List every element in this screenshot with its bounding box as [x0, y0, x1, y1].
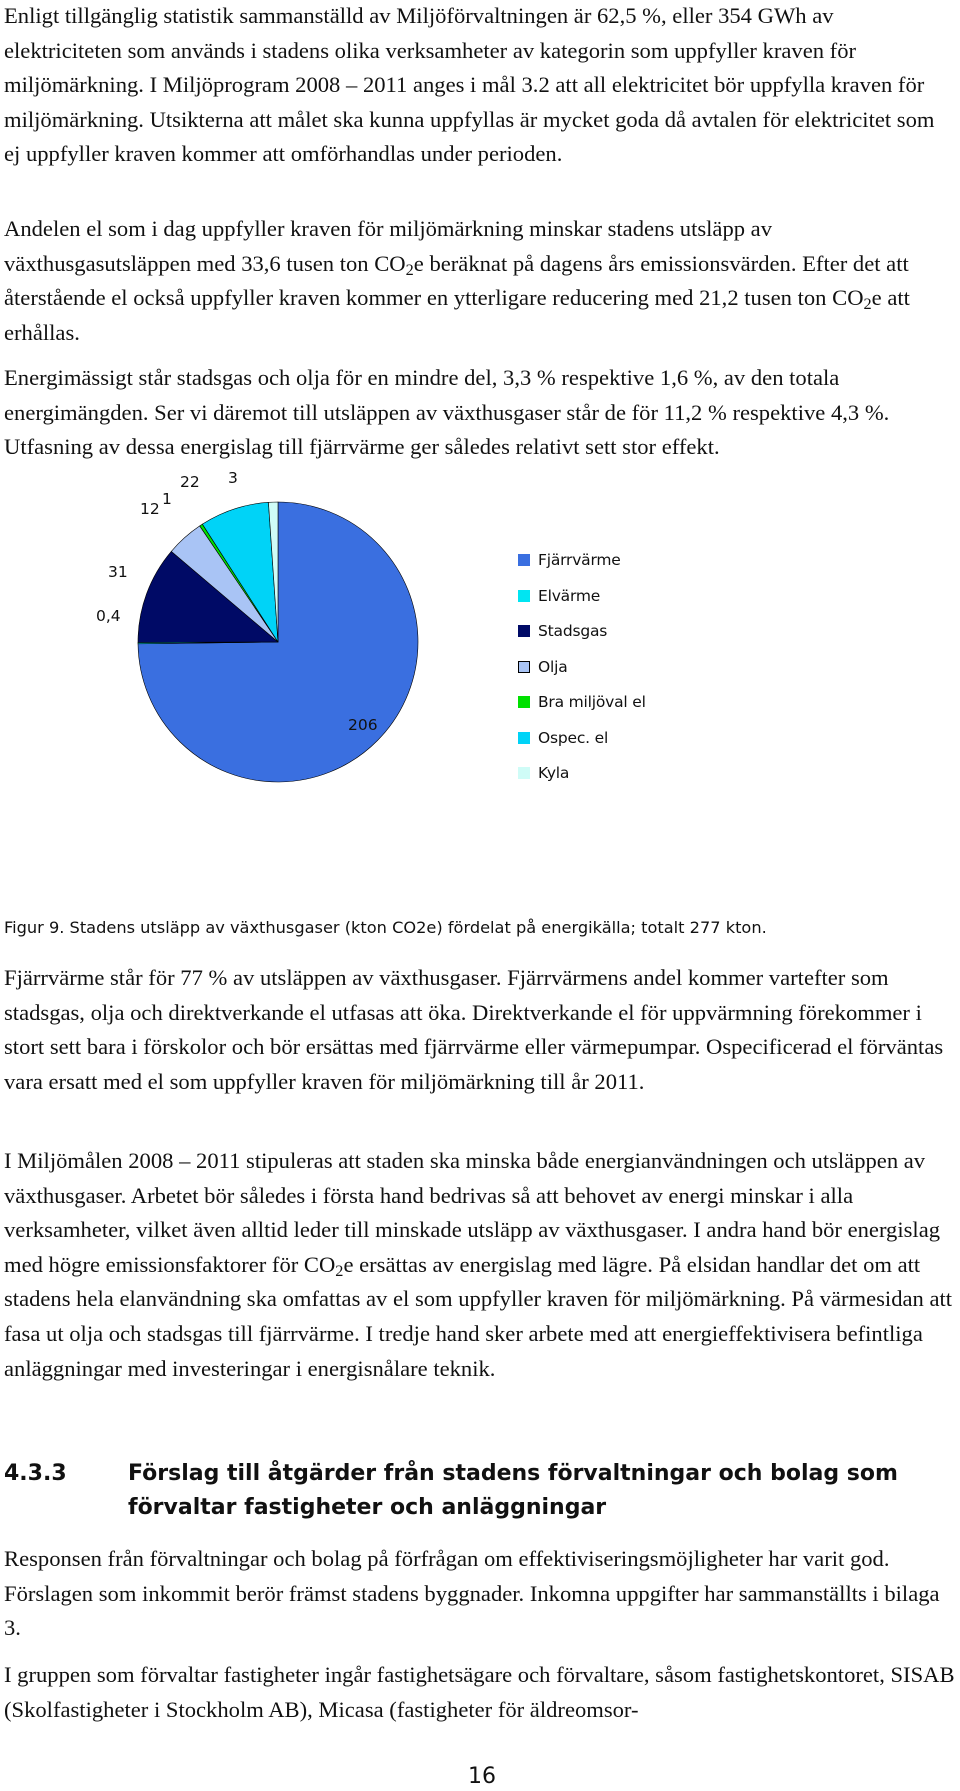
paragraph-response: Responsen från förvaltningar och bolag på förfrågan om effektiviseringsmöjligheter har varit god. Förslagen som inkommit berör främst stadens byggnader. Inkomna uppgifter har sammanställts i bilaga 3.	[4, 1546, 940, 1641]
text-run: I Miljömålen 2008 – 2011 stipuleras att staden ska minska både energianvändningen och utsläppen av växthusgaser. Arbetet bör således i första hand bedrivas så att behovet av energi minskar i alla verksamheter, vilket även alltid leder till minskade utsläpp av växthusgaser. I andra hand bör energislag med högre emissionsfaktorer för CO	[4, 1148, 941, 1277]
data-label: 206	[348, 716, 378, 734]
legend-label: Kyla	[538, 764, 570, 782]
paragraph-emission-reduction	[4, 212, 956, 350]
data-label: 0,4	[96, 607, 121, 625]
legend-swatch	[518, 590, 530, 602]
legend-swatch	[518, 661, 530, 673]
paragraph-environmental-goals	[4, 1144, 956, 1386]
legend-label: Olja	[538, 657, 568, 676]
subscript-2: 2	[405, 260, 414, 279]
section-number: 4.3.3	[4, 1461, 67, 1486]
legend-label: Elvärme	[538, 586, 601, 605]
paragraph-electricity-statistics: Enligt tillgänglig statistik sammanställd av Miljöförvaltningen är 62,5 %, eller 354 GWh av elektriciteten som används i stadens olika verksamheter av kategorin som uppfyller kraven för miljömärkning. I Miljöprogram 2008 – 2011 anges i mål 3.2 att all elektricitet bör uppfylla kraven för miljömärkning. Utsikterna att målet ska kunna uppfyllas är mycket goda då avtalen för elektricitet som ej uppfyller kraven kommer att omförhandlas under perioden.	[4, 3, 935, 167]
legend-swatch	[518, 696, 530, 708]
section-heading: Förslag till åtgärder från stadens förvaltningar och bolag som förvaltar fastigheter och anläggningar	[128, 1461, 898, 1520]
legend-label: Stadsgas	[538, 622, 608, 640]
text-run: e ersättas av energislag med lägre. På elsidan handlar det om att stadens hela elanvändning ska omfattas av el som uppfyller kraven för miljömärkning. På värmesidan att fasa ut olja och stadsgas till fjärrvärme. I tredje hand sker arbete med att energieffektivisera befintliga anläggningar med investeringar i energisnålare teknik.	[4, 1251, 953, 1381]
data-label: 3	[228, 469, 238, 487]
text-run: Andelen el som i dag uppfyller kraven för miljömärkning minskar stadens utsläpp av växthusgasutsläppen med 33,6 tusen ton CO	[4, 216, 773, 276]
data-label: 1	[162, 490, 172, 508]
legend-swatch	[518, 625, 530, 637]
data-label: 22	[180, 473, 200, 491]
figure-caption: Figur 9. Stadens utsläpp av växthusgaser (kton CO2e) fördelat på energikälla; totalt 277 kton.	[4, 918, 767, 937]
legend-swatch	[518, 732, 530, 744]
legend-swatch	[518, 767, 530, 779]
pie-chart	[4, 469, 484, 860]
paragraph-energy-share: Energimässigt står stadsgas och olja för en mindre del, 3,3 % respektive 1,6 %, av den totala energimängden. Ser vi däremot till utsläppen av växthusgaser står de för 11,2 % respektive 4,3 %. Utfasning av dessa energislag till fjärrvärme ger således relativt sett stor effekt.	[4, 365, 890, 460]
pie-slices	[138, 502, 418, 782]
legend-label: Bra miljöval el	[538, 693, 646, 711]
legend-label: Ospec. el	[538, 728, 609, 747]
data-label: 12	[140, 500, 160, 518]
data-label: 31	[108, 563, 128, 581]
legend-swatch	[518, 554, 530, 566]
subscript-2: 2	[335, 1261, 344, 1280]
text-run: e att erhållas.	[4, 285, 910, 345]
legend-label: Fjärrvärme	[538, 551, 621, 569]
page-number: 16	[468, 1764, 496, 1789]
text-run: e beräknat på dagens års emissionsvärden. Efter det att återstående el också uppfyller kraven kommer en ytterligare reducering med 21,2 tusen ton CO	[4, 250, 909, 311]
paragraph-district-heating: Fjärrvärme står för 77 % av utsläppen av växthusgaser. Fjärrvärmens andel kommer vartefter som stadsgas, olja och direktverkande el utfasas att öka. Direktverkande el för uppvärmning förekommer i stort sett bara i förskolor och bör ersättas med fjärrvärme eller värmepumpar. Ospecificerad el förväntas vara ersatt med el som uppfyller kraven för miljömärkning till år 2011.	[4, 965, 944, 1094]
subscript-2: 2	[863, 295, 872, 314]
paragraph-property-group: I gruppen som förvaltar fastigheter ingår fastighetsägare och förvaltare, såsom fastighetskontoret, SISAB (Skolfastigheter i Stockholm AB), Micasa (fastigheter för äldreomsor-	[4, 1662, 955, 1722]
